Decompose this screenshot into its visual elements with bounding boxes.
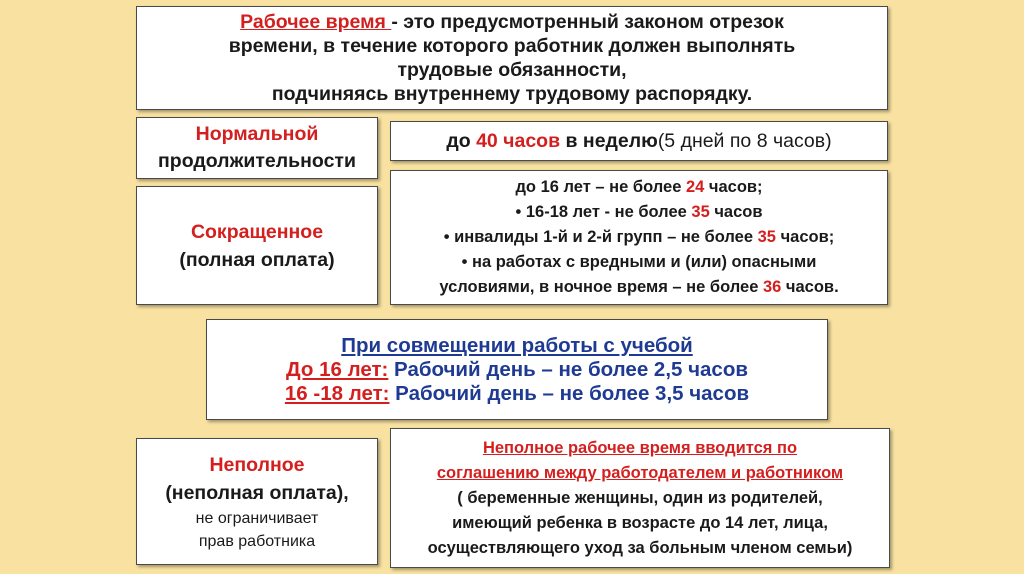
part-line-3: ( беременные женщины, один из родителей, — [457, 488, 823, 507]
part-label-1: Неполное — [209, 453, 305, 476]
definition-line-2: времени, в течение которого работник должен выполнять — [228, 35, 796, 57]
reduced-item — [439, 275, 838, 300]
definition-line-4: подчиняясь внутреннему трудовому распорядку. — [271, 83, 753, 105]
reduced-item-number: 35 — [757, 228, 776, 246]
reduced-item — [444, 225, 834, 250]
normal-duration-value-box — [390, 121, 888, 161]
normal-duration-label-box — [136, 117, 378, 179]
part-time-label-box — [136, 438, 378, 565]
part-label-2: (неполная оплата), — [165, 481, 349, 504]
study-combination-box — [206, 319, 828, 420]
normal-note: (5 дней по 8 часов) — [657, 129, 832, 152]
reduced-item-after: часов; — [775, 228, 835, 246]
reduced-item — [515, 200, 762, 225]
study-row — [286, 358, 748, 382]
reduced-item-number: 35 — [691, 203, 710, 221]
reduced-item-text: • 16-18 лет - не более — [515, 203, 692, 221]
study-age: До 16 лет: — [286, 357, 389, 381]
term-working-time: Рабочее время — [240, 11, 392, 33]
reduced-label-2: (полная оплата) — [179, 248, 335, 271]
reduced-item-number: 24 — [685, 178, 705, 196]
reduced-item-after: часов. — [781, 278, 839, 296]
reduced-item — [515, 175, 762, 200]
study-age: 16 -18 лет: — [284, 381, 390, 405]
part-time-description-box — [390, 428, 890, 568]
part-head-1: Неполное рабочее время вводится по — [482, 438, 798, 457]
reduced-label-1: Сокращенное — [190, 220, 324, 243]
normal-suffix: в неделю — [560, 129, 658, 152]
reduced-item-after: часов — [709, 203, 763, 221]
part-label-3: не ограничивает — [195, 509, 319, 527]
study-text: Рабочий день – не более 3,5 часов — [389, 381, 750, 405]
definition-box — [136, 6, 888, 110]
normal-hours: 40 часов — [476, 129, 561, 152]
normal-label-2: продолжительности — [158, 150, 356, 172]
normal-label-1: Нормальной — [195, 123, 319, 145]
study-text: Рабочий день – не более 2,5 часов — [388, 357, 748, 381]
reduced-duration-list-box — [390, 170, 888, 305]
reduced-item-text: • на работах с вредными и (или) опасными — [461, 253, 817, 271]
study-row — [285, 382, 749, 406]
normal-prefix: до — [446, 129, 477, 152]
definition-rest: - это предусмотренный законом отрезок — [391, 11, 784, 33]
reduced-item-text: условиями, в ночное время – не более — [439, 278, 763, 296]
definition-line-1 — [240, 10, 784, 34]
definition-line-3: трудовые обязанности, — [397, 59, 627, 81]
part-head-2: соглашению между работодателем и работником — [436, 463, 844, 482]
part-line-4: имеющий ребенка в возрасте до 14 лет, лица, — [452, 513, 828, 532]
reduced-item-after: часов; — [704, 178, 763, 196]
reduced-item-text: до 16 лет – не более — [515, 178, 686, 196]
study-title: При совмещении работы с учебой — [341, 333, 693, 357]
reduced-item — [462, 250, 817, 275]
reduced-duration-label-box — [136, 186, 378, 305]
reduced-item-text: • инвалиды 1-й и 2-й групп – не более — [443, 228, 758, 246]
part-line-5: осуществляющего уход за больным членом семьи) — [427, 538, 853, 557]
normal-value-line — [446, 130, 831, 153]
reduced-item-number: 36 — [762, 278, 782, 296]
part-label-4: прав работника — [198, 532, 316, 550]
